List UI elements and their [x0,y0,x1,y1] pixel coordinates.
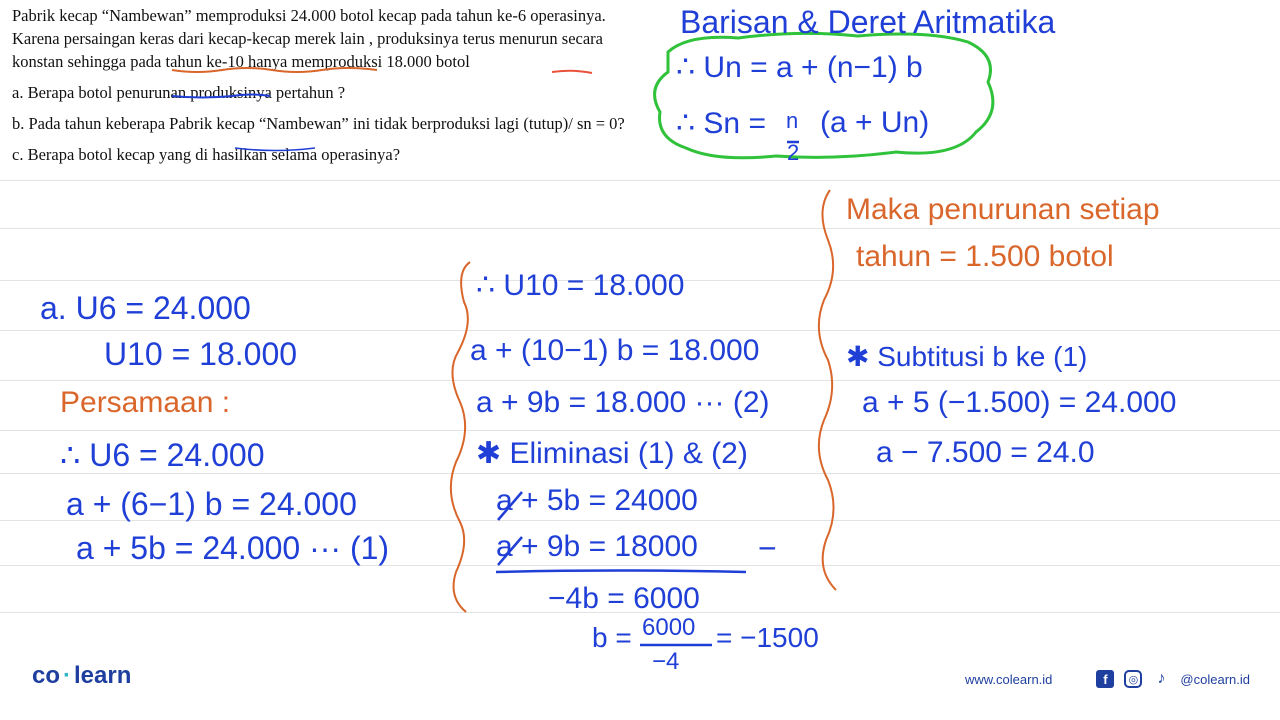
col2-line-5: a + 5b = 24000 [496,484,698,517]
question-c: c. Berapa botol kecap yang di hasilkan selama operasinya? [12,145,401,164]
formula-sn-right: (a + Un) [820,106,930,139]
formula-sn-left: ∴ Sn = [676,107,766,140]
logo-learn: learn [74,662,132,689]
social-handle[interactable]: @colearn.id [1180,671,1250,687]
col1-line-3: Persamaan : [60,386,231,419]
col2-b-denominator: −4 [652,648,680,675]
col2-b-right: = −1500 [716,622,819,653]
col2-line-1: ∴ U10 = 18.000 [476,269,685,302]
col1-line-6: a + 5b = 24.000 ··· (1) [76,530,390,566]
col2-line-3: a + 9b = 18.000 ··· (2) [476,386,770,419]
conclusion-line-1: Maka penurunan setiap [846,193,1160,226]
elimination-minus: − [758,530,777,566]
question-a: a. Berapa botol penurunan produksinya pertahun ? [12,83,346,102]
col2-line-7: −4b = 6000 [548,582,700,615]
formula-sn-denominator: 2 [787,140,800,165]
colearn-logo [32,662,131,690]
col3-line-2: a + 5 (−1.500) = 24.000 [862,386,1177,419]
tiktok-icon[interactable]: ♪ [1157,670,1166,687]
col2-line-4: ✱ Eliminasi (1) & (2) [476,437,748,470]
col1-line-4: ∴ U6 = 24.000 [60,437,265,473]
facebook-icon[interactable]: f [1096,670,1114,688]
col1-line-1: a. U6 = 24.000 [40,290,251,326]
website-link[interactable]: www.colearn.id [964,671,1053,687]
formula-un: ∴ Un = a + (n−1) b [676,51,923,84]
footer-links [965,670,1250,688]
col1-line-2: U10 = 18.000 [104,336,298,372]
formula-sn-numerator: n [786,108,799,133]
col3-line-3: a − 7.500 = 24.0 [876,436,1095,469]
formula-title: Barisan & Deret Aritmatika [680,4,1056,40]
col2-line-6: a + 9b = 18000 [496,530,698,563]
col2-b-left: b = [592,622,632,653]
question-b: b. Pada tahun keberapa Pabrik kecap “Nambewan” ini tidak berproduksi lagi (tutup)/ sn = 0? [12,114,625,133]
conclusion-line-2: tahun = 1.500 botol [856,240,1114,273]
col3-line-1: ✱ Subtitusi b ke (1) [846,341,1088,372]
col1-line-5: a + (6−1) b = 24.000 [66,486,357,522]
col2-b-numerator: 6000 [642,614,696,641]
logo-co: co [32,662,61,689]
logo-dot: · [63,662,72,689]
col2-line-2: a + (10−1) b = 18.000 [470,334,760,367]
instagram-icon[interactable]: ◎ [1124,670,1142,688]
problem-intro: Pabrik kecap “Nambewan” memproduksi 24.000 botol kecap pada tahun ke-6 operasinya. Karena persaingan keras dari kecap-kecap merek lain , produksinya terus menurun secara konstan sehingga pada tahun ke-10 hanya memproduksi 18.000 botol [12,6,606,71]
